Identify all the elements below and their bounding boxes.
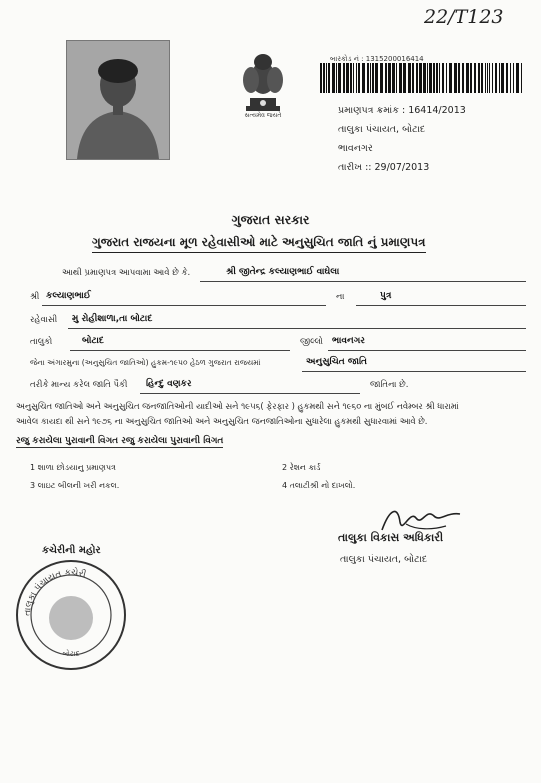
signatory-title: તાલુકા વિકાસ અધિકારી [338,531,444,544]
resident-label: રહેવાસી [30,315,58,325]
document-subtitle: ગુજરાત રાજયના મૂળ રહેવાસીઓ માટે અનુસુચિત જાતિ નું પ્રમાણપત્ર [92,235,426,253]
caste-label: તરીકે માન્ય કરેલ જાતિ પૈકી [30,380,128,390]
district-label: જીલ્લો [300,337,324,347]
barcode-icon [318,63,528,93]
certificate-number: પ્રમાણપત્ર ક્રમાંક : 16414/2013 [338,105,466,116]
underline [70,350,290,351]
taluka-label: તાલુકો [30,337,53,347]
father-name: કલ્યાણભાઈ [46,291,91,301]
underline [328,350,526,351]
issuing-office: તાલુકા પંચાયત, બોટાદ [338,124,426,135]
paragraph-line-1: અનુસુચિત જાતિઓ અને અનુસુચિત જનજાતિઓની યાદીઓ સને ૧૯૫૬( ફેરફાર ) હુકમથી સને ૧૯૬૦ ના મુંબઈ નવેમ્બર શ્રી ધારામાં [16,401,459,411]
underline [140,393,360,394]
relation: પુત્ર [380,291,392,301]
evidence-item: 2 રેશન કાર્ડ [282,463,321,472]
underline [356,305,526,306]
underline [200,281,526,282]
office-seal [12,556,130,674]
caste-suffix: જાતિના છે. [370,380,409,390]
signatory-office: તાલુકા પંચાયત, બોટાદ [340,554,428,565]
national-emblem-icon [232,42,294,116]
taluka-value: બોટાદ [82,336,104,346]
svg-text:બોટાદ: બોટાદ [62,650,80,658]
resident-address: મુ રોહીશાળા,તા બોટાદ [72,314,153,324]
legal-paragraph [16,399,526,429]
caste-value: હિન્દુ વણકર [146,379,192,389]
svg-text:તાલુકા પંચાયત કચેરી: તાલુકા પંચાયત કચેરી [22,567,87,617]
order-label: જેના અંગારમુના (અનુસુચિત જાતિઓ) હુકમ-૧૯૫૦ હેઠળ ગુજરાત રાજયમાં [30,358,261,367]
barcode-label: બારકોડ નં : 1315200016414 [330,55,424,63]
shri-label: શ્રી [30,292,40,302]
paragraph-line-2: આવેલ કાયદા થી સને ૧૯૭૬ ના અનુસુચિત જાતિઓ અને અનુસુચિત જનજાતિઓના સુધારેલા હુકમથી સુધારવામાં આવે છે. [16,416,428,426]
applicant-name: શ્રી જીતેન્દ્ર કલ્યાણભાઈ વાઘેલા [226,267,340,277]
evidence-heading: રજુ કરાયેલા પુરાવાની વિગત રજુ કરાયેલા પુરાવાની વિગત [16,436,224,446]
office-stamp-label: કચેરીની મહોર [42,545,101,556]
relation-prefix: ના [336,292,345,302]
evidence-item: 1 શાળા છોડયાનુ પ્રમાણપત્ર [30,463,116,472]
emblem-caption: સત્યમેવ જયતે [244,112,282,119]
underline [42,305,326,306]
applicant-photo [66,40,170,160]
district-value: ભાવનગર [332,336,365,346]
underline [68,328,526,329]
handwritten-number: 22/T123 [424,6,504,28]
document-title: ગુજરાત સરકાર [231,212,310,227]
issuing-district: ભાવનગર [338,143,373,154]
category-value: અનુસુચિત જાતિ [306,357,367,367]
issue-date: તારીખ :: 29/07/2013 [338,162,430,173]
evidence-item: 3 લાઇટ બીલની ખરી નકલ. [30,481,120,490]
underline [302,371,526,372]
issued-to-label: આથી પ્રમાણપત્ર આપવામા આવે છે કે. [62,268,191,278]
evidence-item: 4 તલાટીશ્રી નો દાખલો. [282,481,356,490]
